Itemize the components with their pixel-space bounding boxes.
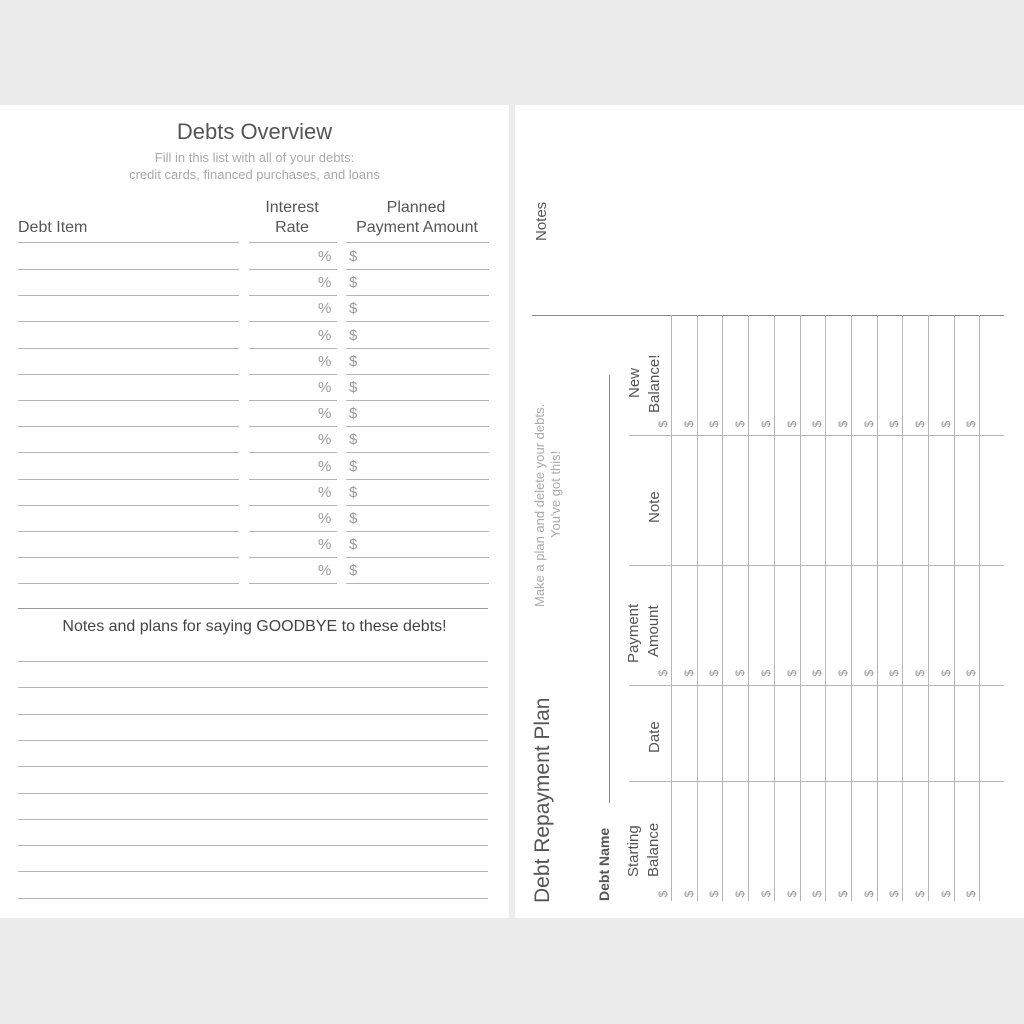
plan-title: Debt Repayment Plan [531,697,554,903]
debt-item-field [18,426,239,427]
dollar-symbol: $ [707,420,722,428]
dollar-symbol: $ [349,300,358,318]
percent-symbol: % [318,536,332,554]
dollar-symbol: $ [681,890,696,898]
dollar-symbol: $ [758,890,773,898]
debt-repayment-page [515,105,1024,918]
dollar-symbol: $ [707,890,722,898]
interest-rate-field [249,269,337,270]
subtitle-line-1: Fill in this list with all of your debts: [154,150,355,165]
dollar-symbol: $ [349,379,358,396]
dollar-symbol: $ [656,420,670,428]
debt-item-field [18,374,239,375]
notes-line [18,819,488,820]
debt-item-field [18,583,239,584]
notes-line [18,661,488,662]
dollar-symbol: $ [349,326,358,344]
payment-amount-field [346,321,489,322]
interest-rate-field [249,321,337,322]
dollar-symbol: $ [656,890,670,898]
payment-amount-field [346,452,489,453]
debt-name-line [609,375,610,803]
dollar-symbol: $ [707,669,722,677]
dollar-symbol: $ [349,510,358,527]
dollar-symbol: $ [784,420,799,428]
debt-item-field [18,348,239,349]
payment-amount-field [346,505,489,506]
entry-line [722,315,723,901]
percent-symbol: % [318,379,332,396]
header-underline-payment [346,242,489,243]
debt-item-field [18,452,239,453]
payment-amount-field [346,531,489,532]
column-divider [629,435,1004,436]
notes-title: Notes and plans for saying GOODBYE to these debts! [62,618,447,635]
notes-line [18,793,488,794]
percent-symbol: % [318,274,332,292]
percent-symbol: % [318,562,332,580]
percent-symbol: % [318,405,332,423]
dollar-symbol: $ [964,890,979,898]
payment-amount-field [346,269,489,270]
percent-symbol: % [318,300,332,318]
column-header-starting-line-2: Balance [645,822,662,877]
debt-item-field [18,557,239,558]
entry-line [954,315,955,901]
notes-divider [532,315,1004,316]
debt-item-field [18,321,239,322]
column-header-starting-line-1: Starting [625,825,642,877]
dollar-symbol: $ [758,420,773,428]
payment-amount-field [346,374,489,375]
dollar-symbol: $ [964,420,979,428]
section-divider [18,608,488,609]
column-divider [629,565,1004,566]
interest-rate-field [249,583,337,584]
dollar-symbol: $ [758,669,773,677]
interest-rate-field [249,557,337,558]
dollar-symbol: $ [349,536,358,554]
dollar-symbol: $ [810,669,825,677]
notes-line [18,898,488,899]
payment-amount-field [346,557,489,558]
dollar-symbol: $ [349,248,358,265]
interest-rate-field [249,479,337,480]
column-header-payment-line-1: Payment [625,603,642,663]
notes-line [18,687,488,688]
dollar-symbol: $ [784,669,799,677]
debt-item-field [18,295,239,296]
dollar-symbol: $ [681,669,696,677]
interest-rate-field [249,374,337,375]
column-header-payment-line-2: Amount [645,605,662,657]
dollar-symbol: $ [835,669,850,677]
column-header-interest-line-1: Interest [265,199,319,216]
notes-line [18,766,488,767]
interest-rate-field [249,348,337,349]
percent-symbol: % [318,483,332,501]
payment-amount-field [346,426,489,427]
dollar-symbol: $ [835,420,850,428]
dollar-symbol: $ [913,669,927,677]
entry-line [928,315,929,901]
dollar-symbol: $ [349,405,358,423]
motivation-line-1: Make a plan and delete your debts. [532,403,547,607]
debt-name-label: Debt Name [596,827,612,901]
column-header-payment-line-1: Planned [386,199,446,216]
notes-line [18,871,488,872]
dollar-symbol: $ [349,562,358,580]
entry-line [697,315,698,901]
percent-symbol: % [318,248,332,265]
notes-line [18,714,488,715]
column-divider [629,685,1004,686]
dollar-symbol: $ [835,890,850,898]
percent-symbol: % [318,352,332,370]
entry-line [877,315,878,901]
dollar-symbol: $ [656,669,670,677]
dollar-symbol: $ [733,420,748,428]
dollar-symbol: $ [733,890,748,898]
debt-item-field [18,269,239,270]
dollar-symbol: $ [784,890,799,898]
dollar-symbol: $ [887,669,902,677]
dollar-symbol: $ [349,457,358,475]
interest-rate-field [249,295,337,296]
column-header-debt-item: Debt Item [18,219,88,236]
dollar-symbol: $ [887,890,902,898]
dollar-symbol: $ [913,890,927,898]
entry-line [748,315,749,901]
page-title: Debts Overview [176,119,333,144]
dollar-symbol: $ [810,420,825,428]
entry-line [774,315,775,901]
entry-line [979,315,980,901]
dollar-symbol: $ [349,274,358,292]
column-header-date: Date [646,721,663,753]
percent-symbol: % [318,510,332,527]
payment-amount-field [346,295,489,296]
dollar-symbol: $ [861,420,876,428]
dollar-symbol: $ [938,420,953,428]
interest-rate-field [249,505,337,506]
entry-line [851,315,852,901]
column-header-new-balance-line-1: New [626,367,643,398]
debt-item-field [18,479,239,480]
dollar-symbol: $ [913,420,927,428]
subtitle-line-2: credit cards, financed purchases, and loans [129,167,380,182]
debt-item-field [18,531,239,532]
dollar-symbol: $ [938,669,953,677]
column-header-payment-line-2: Payment Amount [356,219,478,236]
payment-amount-field [346,479,489,480]
interest-rate-field [249,426,337,427]
interest-rate-field [249,400,337,401]
interest-rate-field [249,452,337,453]
dollar-symbol: $ [810,890,825,898]
notes-line [18,845,488,846]
notes-label: Notes [533,201,550,241]
column-header-note: Note [646,491,663,523]
dollar-symbol: $ [938,890,953,898]
dollar-symbol: $ [349,483,358,501]
percent-symbol: % [318,457,332,475]
dollar-symbol: $ [861,890,876,898]
dollar-symbol: $ [861,669,876,677]
entry-line [825,315,826,901]
payment-amount-field [346,583,489,584]
payment-amount-field [346,348,489,349]
notes-line [18,740,488,741]
debt-item-field [18,505,239,506]
dollar-symbol: $ [681,420,696,428]
dollar-symbol: $ [733,669,748,677]
entry-line [800,315,801,901]
dollar-symbol: $ [349,352,358,370]
motivation-line-2: You've got this! [548,450,563,538]
entry-line [671,315,672,901]
dollar-symbol: $ [964,669,979,677]
column-divider [629,781,1004,782]
column-header-new-balance-line-2: Balance! [646,354,663,413]
debts-overview-page [0,105,509,918]
header-underline-debt-item [18,242,239,243]
interest-rate-field [249,531,337,532]
dollar-symbol: $ [349,431,358,449]
payment-amount-field [346,400,489,401]
dollar-symbol: $ [887,420,902,428]
header-underline-interest [249,242,337,243]
entry-line [902,315,903,901]
percent-symbol: % [318,431,332,449]
column-header-interest-line-2: Rate [275,219,309,236]
debt-item-field [18,400,239,401]
percent-symbol: % [318,326,332,344]
